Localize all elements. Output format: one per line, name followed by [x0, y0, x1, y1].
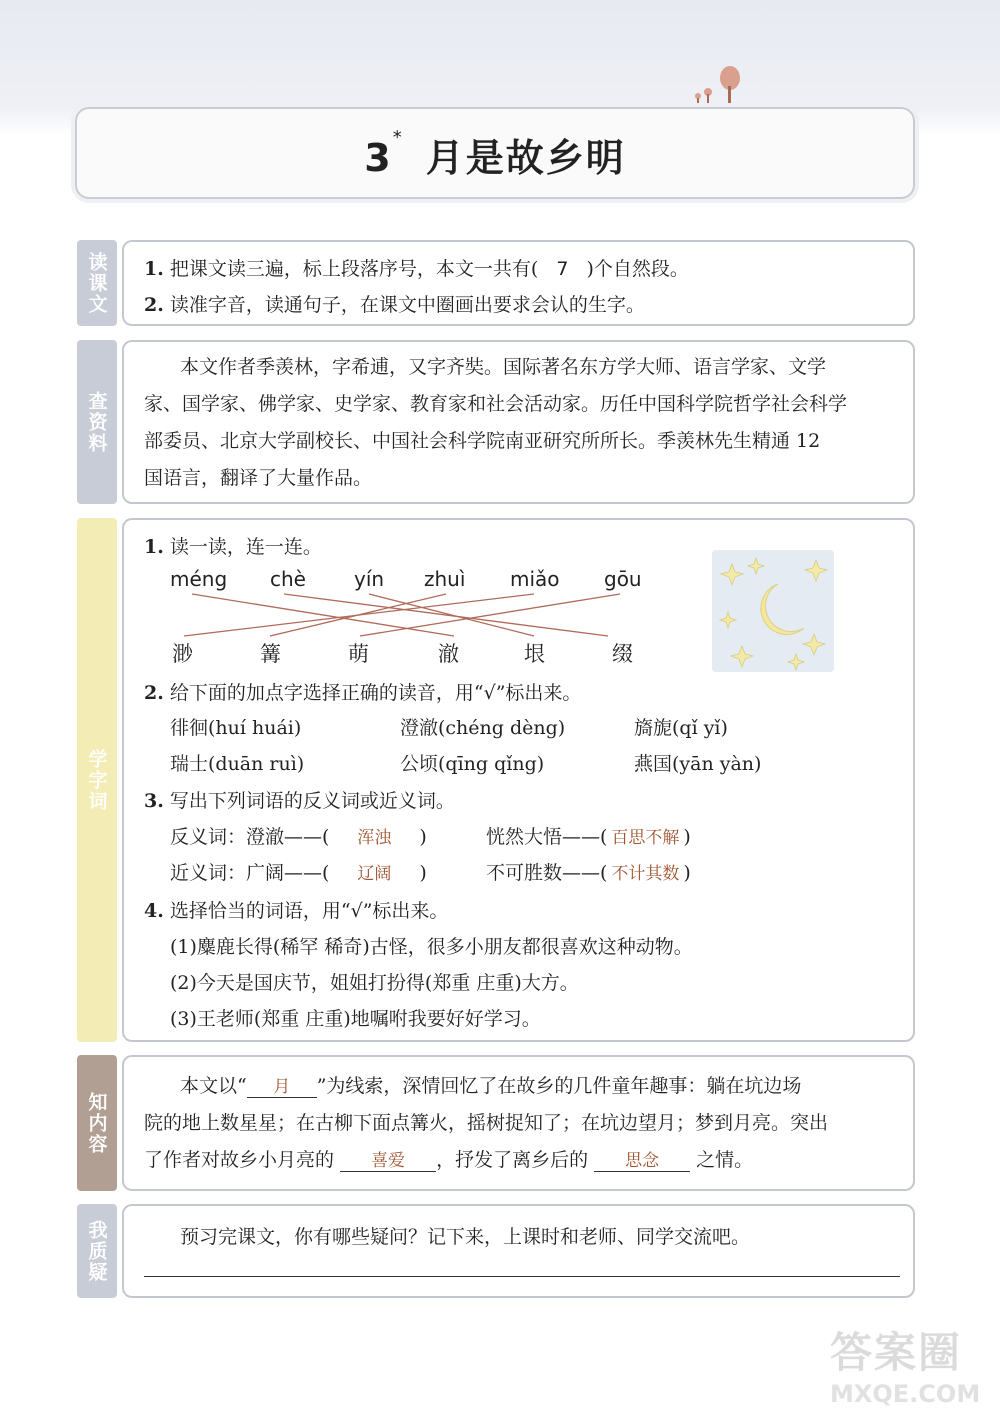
watermark-logo: 答案圈: [830, 1328, 963, 1377]
bio-line: 本文作者季羡林，字希逋，又字齐奘。国际著名东方学大师、语言学家、文学: [180, 356, 827, 378]
section-box: [122, 240, 915, 326]
question-1: [144, 254, 689, 281]
row-text: ): [419, 826, 427, 848]
summary-line: 院的地上数星星；在古柳下面点篝火，摇树捉知了；在坑边望月；梦到月亮。突出: [144, 1112, 829, 1134]
answer-line[interactable]: [144, 1276, 900, 1277]
pinyin-item: yín: [354, 567, 385, 591]
question-text: 给下面的加点字选择正确的读音，用“√”标出来。: [169, 682, 582, 704]
question-text: )个自然段。: [586, 258, 689, 280]
pronunciation-item: 澄澈(chéng dèng): [400, 717, 566, 739]
section-tab: 查资料: [77, 340, 117, 504]
pinyin-item: miǎo: [510, 567, 560, 591]
section-tab: 学字词: [77, 518, 117, 1042]
question-text: 读准字音，读通句子，在课文中圈画出要求会认的生字。: [169, 294, 645, 316]
answer-synonym: 不计其数: [611, 864, 680, 884]
section-box: [122, 340, 915, 504]
summary-text: ，抒发了离乡后的: [436, 1149, 589, 1171]
section-box: [122, 1055, 915, 1191]
answer-paragraph-count: 7: [556, 258, 569, 280]
summary-line: [180, 1071, 801, 1098]
antonym-row: [170, 822, 427, 849]
row-text: 恍然大悟——(: [486, 826, 608, 848]
answer-emotion: 思念: [594, 1146, 690, 1172]
answer-clue: 月: [247, 1072, 317, 1098]
tree-decoration-icon: [680, 60, 760, 110]
char-item: 篝: [260, 642, 281, 666]
question-number: 3.: [144, 790, 164, 812]
word-choice-item: (1)麋鹿长得(稀罕 稀奇)古怪，很多小朋友都很喜欢这种动物。: [170, 936, 693, 958]
bio-line: 家、国学家、佛学家、史学家、教育家和社会活动家。历任中国科学院哲学社会科学: [144, 393, 848, 415]
pronunciation-item: 公顷(qīng qǐng): [400, 753, 545, 775]
pronunciation-item: 燕国(yān yàn): [634, 753, 762, 775]
synonym-row: [170, 858, 427, 885]
lesson-number: 3: [364, 136, 393, 180]
summary-text: 之情。: [696, 1149, 754, 1171]
pinyin-item: zhuì: [424, 567, 466, 591]
moon-stars-icon: [712, 550, 834, 672]
row-text: ): [683, 826, 691, 848]
question-3: [144, 786, 455, 813]
char-item: 垠: [524, 642, 545, 666]
answer-synonym: 辽阔: [357, 864, 392, 884]
pronunciation-item: 旖旎(qǐ yǐ): [634, 717, 728, 739]
question-number: 1.: [144, 258, 164, 280]
pinyin-item: méng: [170, 567, 228, 591]
summary-line: [144, 1145, 753, 1172]
pronunciation-item: 瑞士(duān ruì): [170, 753, 305, 775]
section-box: [122, 1204, 915, 1298]
lesson-star: *: [392, 127, 404, 148]
summary-text: ”为线索，深情回忆了在故乡的几件童年趣事：躺在坑边场: [316, 1075, 802, 1097]
question-number: 2.: [144, 682, 164, 704]
lesson-title: 月是故乡明: [425, 136, 626, 180]
word-choice-item: (3)王老师(郑重 庄重)地嘱咐我要好好学习。: [170, 1008, 541, 1030]
section-tab: 读课文: [77, 240, 117, 326]
section-read-text: [77, 240, 913, 326]
question-2: [144, 290, 645, 317]
section-box: [122, 518, 915, 1042]
char-item: 缀: [612, 642, 633, 666]
question-text: 选择恰当的词语，用“√”标出来。: [169, 900, 449, 922]
section-content: [77, 1055, 913, 1191]
row-text: ): [419, 862, 427, 884]
bio-line: 国语言，翻译了大量作品。: [144, 467, 373, 489]
matching-lines: [124, 520, 684, 670]
word-choice-item: (2)今天是国庆节，姐姐打扮得(郑重 庄重)大方。: [170, 972, 579, 994]
char-item: 萌: [348, 642, 369, 666]
answer-antonym: 浑浊: [357, 828, 392, 848]
answer-feeling: 喜爱: [340, 1146, 436, 1172]
question-text: 读一读，连一连。: [169, 536, 322, 558]
summary-text: 本文以“: [180, 1075, 247, 1097]
question-4: [144, 896, 448, 923]
question-number: 1.: [144, 536, 164, 558]
pinyin-item: chè: [270, 567, 306, 591]
section-vocabulary: [77, 518, 913, 1042]
section-questions: [77, 1204, 913, 1298]
question-2: [144, 678, 581, 705]
pronunciation-item: 徘徊(huí huái): [170, 717, 302, 739]
section-references: [77, 340, 913, 504]
section-tab: 知内容: [77, 1055, 117, 1191]
question-number: 4.: [144, 900, 164, 922]
row-text: 反义词：澄澈——(: [170, 826, 330, 848]
watermark-url: MXQE.COM: [830, 1380, 981, 1408]
antonym-row: [486, 822, 691, 849]
question-number: 2.: [144, 294, 164, 316]
pinyin-item: gōu: [604, 567, 642, 591]
page-title: [77, 127, 913, 182]
question-text: 写出下列词语的反义词或近义词。: [169, 790, 455, 812]
char-item: 渺: [172, 642, 193, 666]
title-box: [75, 107, 915, 199]
prompt-text: 预习完课文，你有哪些疑问？记下来，上课时和老师、同学交流吧。: [180, 1226, 751, 1248]
char-item: 澈: [438, 642, 459, 666]
question-text: 把课文读三遍，标上段落序号，本文一共有(: [169, 258, 539, 280]
bio-line: 部委员、北京大学副校长、中国社会科学院南亚研究所所长。季羡林先生精通 12: [144, 430, 821, 452]
watermark: [830, 1320, 995, 1415]
row-text: 不可胜数——(: [486, 862, 608, 884]
answer-antonym: 百思不解: [611, 828, 680, 848]
summary-text: 了作者对故乡小月亮的: [144, 1149, 335, 1171]
row-text: 近义词：广阔——(: [170, 862, 330, 884]
synonym-row: [486, 858, 691, 885]
row-text: ): [683, 862, 691, 884]
section-tab: 我质疑: [77, 1204, 117, 1298]
